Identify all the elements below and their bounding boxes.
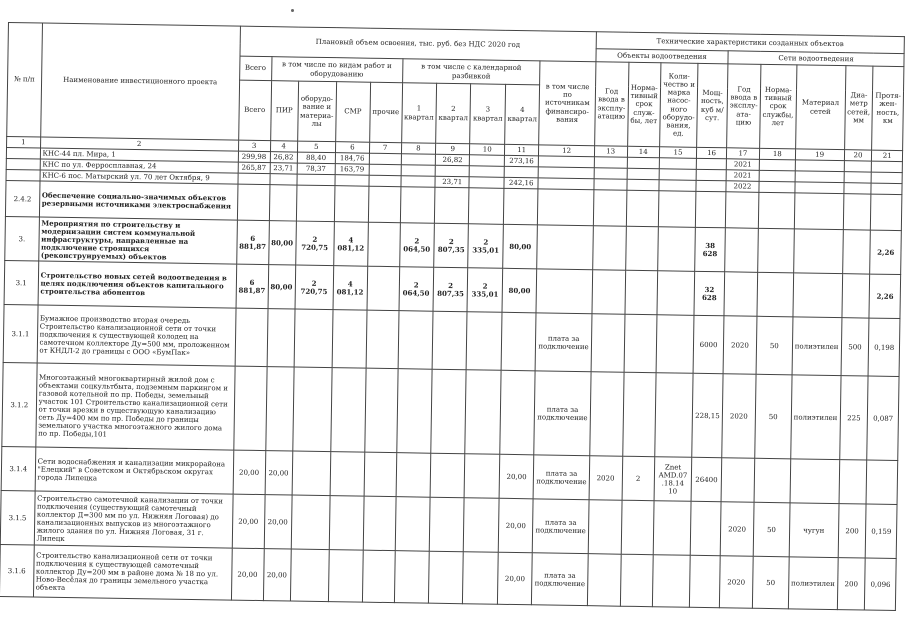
table-cell [396, 369, 432, 454]
table-cell: 6 881,87 [236, 264, 269, 308]
table-cell: 20,00 [264, 495, 292, 549]
table-cell [367, 222, 399, 266]
table-cell: 78,37 [297, 163, 335, 175]
table-cell: 200 [838, 504, 867, 558]
column-number: 7 [369, 142, 401, 154]
table-cell [432, 311, 467, 370]
header-by-quarter: в том числе с календарной разбивкой [402, 59, 540, 85]
header-n-year: Год ввода в эксплу-ата-цию [727, 64, 761, 149]
table-cell [843, 183, 871, 194]
table-cell: 265,87 [238, 162, 270, 174]
row-number: 2.4.2 [5, 181, 39, 218]
table-cell [435, 165, 470, 177]
table-cell [622, 372, 656, 456]
column-number: 9 [435, 143, 470, 155]
table-cell [363, 496, 396, 550]
table-cell: плата за подключение [534, 371, 591, 456]
table-cell [592, 270, 625, 315]
table-cell [291, 495, 330, 550]
table-cell: 2 [622, 456, 655, 501]
table-cell: 26,82 [435, 154, 470, 166]
table-cell [627, 168, 660, 180]
column-number: 16 [697, 147, 727, 159]
table-cell: 273,16 [504, 155, 539, 167]
header-q4: 4 квартал [505, 84, 540, 145]
column-number: 4 [270, 141, 297, 152]
table-cell: 163,79 [335, 164, 369, 176]
table-cell [463, 552, 498, 605]
header-networks: Сети водоотведения [728, 51, 904, 67]
row-number [6, 148, 40, 160]
table-cell [292, 451, 331, 496]
header-sources: в том числе по источникам финансиро-вания [539, 61, 596, 146]
table-cell: 23,71 [435, 176, 470, 188]
column-number: 2 [40, 137, 238, 151]
table-cell: 32 628 [694, 272, 725, 316]
table-cell: 0,087 [867, 376, 899, 460]
table-cell: 26,82 [270, 152, 297, 163]
header-w-power: Мощ-ность, куб м/сут. [697, 63, 728, 147]
table-cell: 2 335,01 [468, 224, 503, 269]
table-cell [627, 157, 660, 169]
table-cell: 500 [841, 318, 870, 376]
table-cell [364, 452, 396, 496]
table-cell: 2 807,35 [433, 267, 468, 312]
table-cell [366, 310, 399, 368]
table-cell [872, 172, 903, 184]
project-name: Строительство новых сетей водоотведения в целях подключения объектов капитального строительства абонентов [38, 261, 237, 308]
table-cell [626, 190, 659, 227]
table-cell [400, 176, 435, 188]
table-cell: 80,00 [503, 224, 538, 269]
table-cell [658, 227, 696, 272]
table-cell: полиэтилен [791, 375, 841, 460]
table-cell [369, 164, 401, 176]
header-plan-group: Плановый объем освоения, тыс. руб. без НДС 2020 год [240, 26, 597, 62]
table-cell: 2 064,50 [399, 267, 434, 312]
table-cell: 2020 [720, 502, 754, 557]
table-cell [296, 185, 335, 222]
table-cell [238, 173, 270, 185]
header-name: Наименование инвестиционного проекта [40, 23, 240, 140]
table-cell [267, 309, 295, 367]
table-cell [367, 266, 399, 310]
table-cell [270, 174, 297, 185]
table-cell [794, 193, 843, 230]
table-cell: 20,00 [498, 498, 533, 553]
table-cell [465, 370, 501, 455]
table-cell: 20,00 [231, 548, 264, 600]
table-cell: 225 [839, 376, 868, 460]
table-cell [431, 369, 467, 454]
project-name: Мероприятия по строительству и модернизации систем коммунальной инфраструктуры, направленные на подключение строящихся (реконструируемых) объектов [38, 217, 237, 264]
table-cell [690, 501, 721, 555]
table-cell: 6000 [693, 315, 724, 373]
table-cell [795, 182, 844, 194]
column-number: 3 [238, 140, 270, 152]
project-name: Строительство канализационной сети от точки подключения к существующей самотечный коллектор Ду=200 мм в районе дома № 18 по ул. Ново-Весёлая до границы земельного участка объекта [33, 545, 232, 600]
table-cell: 184,76 [335, 153, 369, 165]
table-cell [659, 169, 696, 181]
table-cell: 88,40 [297, 152, 335, 164]
project-name: Обеспечение социально-значимых объектов резервными источниками электроснабжения [39, 181, 238, 220]
column-number: 5 [297, 141, 335, 153]
table-cell [536, 269, 592, 314]
header-n-material: Материал сетей [795, 65, 845, 150]
header-by-work-type: в том числе по видам работ и оборудованию [271, 57, 402, 83]
table-cell [237, 184, 270, 220]
table-cell [539, 167, 595, 179]
header-equipment: оборудо-вание и материа-лы [297, 81, 336, 142]
table-cell: 2 720,75 [295, 265, 334, 310]
table-cell [592, 226, 625, 271]
table-cell [467, 312, 502, 371]
table-cell: 2,26 [870, 230, 901, 274]
column-number: 6 [335, 142, 369, 154]
table-cell [329, 496, 364, 551]
table-cell [398, 311, 433, 370]
table-cell [594, 179, 627, 191]
table-cell: 20,00 [233, 450, 266, 494]
table-cell [233, 366, 266, 450]
table-cell: 2 807,35 [434, 223, 469, 268]
header-tech-group: Технические характеристики созданных объектов [596, 32, 904, 54]
table-cell: 50 [756, 316, 793, 375]
project-name: Строительство самотечной канализации от точки подключения (существующий самотечный коллектор Д=300 мм по ул. Нижняя Логовая) до канализационных выпусков из многоэтажного жилого здания по ул. Нижняя Логовая, 31 г. Липецк [34, 491, 233, 548]
table-cell [655, 373, 693, 458]
table-cell: 2021 [726, 170, 759, 182]
table-cell: 299,98 [238, 151, 270, 163]
table-cell [501, 312, 536, 371]
column-number: 12 [539, 145, 595, 157]
table-cell [365, 368, 398, 452]
table-cell [620, 554, 653, 607]
table-cell [871, 183, 902, 195]
column-number: 10 [470, 144, 505, 156]
header-n-diam: Диа-метр сетей, мм [844, 66, 873, 150]
table-cell [537, 225, 593, 270]
header-num: № п/п [7, 23, 42, 138]
table-cell: плата за подключение [533, 455, 589, 500]
table-cell [235, 308, 268, 366]
row-number: 3.1.4 [1, 447, 35, 492]
header-w-year: Год ввода в эксплу-атацию [594, 62, 628, 147]
table-cell [754, 458, 791, 503]
table-cell [590, 372, 624, 457]
table-cell: 228,15 [692, 373, 723, 457]
table-cell [470, 155, 505, 167]
header-total: Всего [238, 80, 271, 140]
table-cell [759, 181, 795, 193]
table-cell: полиэтилен [792, 317, 842, 376]
table-cell [503, 188, 538, 225]
project-name: Многоэтажный многоквартирный жилой дом с объектами соцкультбыта, подземным паркингом и газовой котельной по пр. Победы, земельный участок 101 Строительство канализационной сети от точки врезки в существующую канализацию сеть Ду=400 мм по пр. Победы до границы земельного участка многоэтажного жилого дома по пр. Победы,101 [35, 363, 234, 450]
table-cell [269, 185, 296, 221]
table-cell [872, 161, 903, 173]
table-cell [689, 555, 720, 607]
table-cell: 50 [753, 502, 790, 557]
table-cell [696, 169, 726, 181]
table-cell [396, 453, 431, 498]
table-cell [625, 226, 658, 271]
header-q3: 3 квартал [470, 84, 505, 145]
table-cell: 80,00 [268, 221, 296, 265]
table-cell [430, 453, 465, 498]
table-cell: 4 081,12 [334, 222, 369, 267]
table-cell: 200 [837, 558, 866, 610]
table-cell [758, 228, 795, 273]
table-cell [841, 274, 870, 318]
table-cell: 2020 [589, 456, 622, 501]
table-cell [696, 158, 726, 170]
table-cell: 2,26 [869, 274, 900, 318]
table-cell [724, 272, 757, 317]
table-cell: 50 [752, 556, 789, 609]
table-cell [369, 175, 401, 187]
table-cell [469, 188, 504, 225]
row-number: 3.1.1 [3, 305, 38, 364]
table-cell: 2021 [726, 159, 759, 171]
table-cell: 20,00 [499, 454, 534, 499]
table-cell: 20,00 [232, 494, 265, 548]
table-cell [656, 315, 694, 374]
table-cell [758, 193, 794, 230]
column-number: 8 [401, 143, 436, 155]
table-cell [867, 460, 898, 504]
column-number: 14 [627, 146, 660, 158]
table-cell [331, 368, 366, 453]
table-cell [790, 459, 839, 504]
table-cell [657, 271, 695, 316]
table-cell [793, 229, 842, 274]
table-cell [335, 175, 369, 187]
table-cell [658, 191, 696, 228]
column-number: 1 [7, 136, 41, 148]
header-other: прочие [369, 82, 402, 142]
table-cell [625, 270, 658, 315]
table-cell: 2022 [726, 181, 759, 193]
project-name: Бумажное производство вторая очередь Строительство канализационной сети от точки подключения к существующей колодец на самотечном коллекторе Ду=500 мм, проложенном от КНДЛ-2 до границы с ООО «БумПак» [37, 305, 236, 366]
table-cell [652, 555, 690, 608]
table-cell [538, 189, 594, 226]
table-cell [290, 549, 329, 602]
table-cell [659, 158, 696, 170]
table-cell: 50 [755, 374, 792, 459]
table-cell: 2 335,01 [467, 268, 502, 313]
table-cell [429, 497, 464, 552]
project-name: КНС-44 пл. Мира, 1 [40, 148, 238, 162]
column-number: 17 [726, 148, 759, 160]
investment-table-sheet [0, 22, 905, 611]
header-w-count: Коли-чество и марка насос-ного оборудо-вания, ед. [660, 63, 698, 148]
column-number: 21 [872, 150, 903, 162]
table-cell: 6 881,87 [236, 220, 269, 264]
table-cell [465, 454, 500, 499]
table-cell [265, 367, 293, 451]
table-cell: 0,096 [865, 558, 896, 610]
project-name: Сети водоснабжения и канализации микрорайона "Елецкий" в Советском и Октябрьском округах города Липецка [35, 447, 234, 494]
header-w-life: Норма-тивный срок служ-бы, лет [627, 62, 661, 146]
table-cell: 20,00 [263, 549, 291, 601]
project-name: КНС по ул. Ферросплавная, 24 [40, 159, 238, 173]
header-n-life: Норма-тивный срок службы, лет [759, 64, 796, 149]
table-cell [842, 230, 871, 274]
table-cell [844, 161, 872, 172]
table-cell: 80,00 [502, 268, 537, 313]
header-pir: ПИР [270, 81, 298, 141]
table-cell [368, 186, 400, 222]
table-cell [504, 166, 539, 178]
table-cell [362, 550, 395, 602]
table-cell [294, 309, 333, 368]
table-cell [464, 498, 499, 553]
table-cell [795, 171, 844, 183]
table-cell [725, 192, 758, 229]
table-cell [843, 194, 872, 230]
header-q1: 1 квартал [401, 83, 436, 144]
table-cell [725, 228, 758, 273]
table-cell [624, 314, 657, 373]
table-cell [593, 190, 626, 227]
table-cell: плата за подключение [535, 313, 591, 372]
table-cell [844, 172, 872, 183]
table-cell: 2 720,75 [295, 221, 334, 266]
table-cell [587, 554, 621, 607]
table-row [2, 363, 899, 461]
table-cell: плата за подключение [532, 553, 588, 606]
table-cell: 2020 [723, 316, 757, 375]
table-cell [759, 159, 795, 171]
table-cell [400, 187, 435, 224]
table-cell [470, 166, 505, 178]
table-cell [500, 370, 536, 455]
header-total-group: Всего [239, 56, 271, 80]
table-cell [334, 186, 368, 223]
header-water-objects: Объекты водоотведения [596, 49, 728, 64]
table-cell: плата за подключение [533, 499, 589, 554]
table-cell [621, 500, 654, 555]
row-number: 3.1.5 [0, 491, 34, 546]
row-number [6, 159, 40, 171]
table-cell [401, 165, 436, 177]
table-cell [394, 551, 429, 604]
table-cell [469, 177, 504, 189]
table-cell: 80,00 [268, 265, 296, 309]
column-number: 13 [594, 146, 627, 158]
column-number: 15 [659, 147, 696, 159]
table-cell: 4 081,12 [333, 266, 368, 311]
table-cell [296, 174, 334, 186]
column-number: 18 [759, 148, 795, 160]
column-number: 11 [504, 144, 539, 156]
header-q2: 2 квартал [436, 83, 471, 144]
table-cell: 0,198 [869, 318, 900, 376]
table-cell: 20,00 [497, 552, 532, 605]
table-cell [292, 367, 332, 452]
table-cell [721, 458, 754, 503]
table-cell [332, 310, 367, 369]
table-cell [369, 153, 401, 165]
table-cell [594, 157, 627, 169]
table-cell [793, 273, 842, 318]
table-cell [401, 154, 436, 166]
table-cell [795, 160, 844, 172]
table-cell: 23,71 [270, 163, 297, 174]
table-cell: 2020 [722, 374, 756, 459]
table-cell [594, 168, 627, 180]
table-cell [759, 170, 795, 182]
table-cell [539, 156, 595, 168]
row-number [6, 170, 40, 182]
row-number: 3. [5, 217, 39, 262]
table-cell: полиэтилен [788, 557, 838, 610]
table-cell [395, 497, 430, 552]
column-number: 19 [795, 149, 844, 161]
table-cell: 38 628 [695, 228, 726, 272]
table-cell [659, 180, 696, 192]
table-cell: 0,159 [866, 504, 897, 558]
table-cell: 26400 [691, 457, 722, 501]
table-cell: 242,16 [504, 177, 539, 189]
table-cell [839, 460, 868, 504]
table-cell [871, 194, 902, 230]
row-number: 3.1 [4, 261, 38, 306]
table-cell [757, 272, 794, 317]
header-smr: СМР [335, 82, 370, 143]
column-number: 20 [844, 150, 872, 161]
table-cell [428, 551, 463, 604]
table-cell [653, 501, 691, 556]
table-cell: 2020 [719, 556, 753, 609]
table-cell [696, 180, 726, 192]
table-cell [328, 550, 363, 603]
row-number: 3.1.6 [0, 545, 34, 598]
table-cell [591, 314, 625, 373]
table-cell: 2 064,50 [399, 223, 434, 268]
table-cell: Znet AMD.07 .18.14 10 [654, 457, 692, 502]
table-cell [588, 500, 622, 555]
table-cell: 20,00 [265, 451, 293, 495]
table-cell [695, 192, 726, 228]
table-cell [538, 178, 594, 190]
table-cell: чугун [789, 503, 839, 558]
table-cell [330, 452, 365, 497]
row-number: 3.1.2 [2, 363, 37, 448]
header-n-len: Протя-жен-ность, км [872, 66, 904, 150]
scan-speck [291, 9, 294, 12]
table-cell [434, 187, 469, 224]
investment-table [0, 22, 905, 611]
table-cell [626, 179, 659, 191]
project-name: КНС-6 пос. Матырский ул. 70 лет Октября, 9 [40, 170, 238, 184]
